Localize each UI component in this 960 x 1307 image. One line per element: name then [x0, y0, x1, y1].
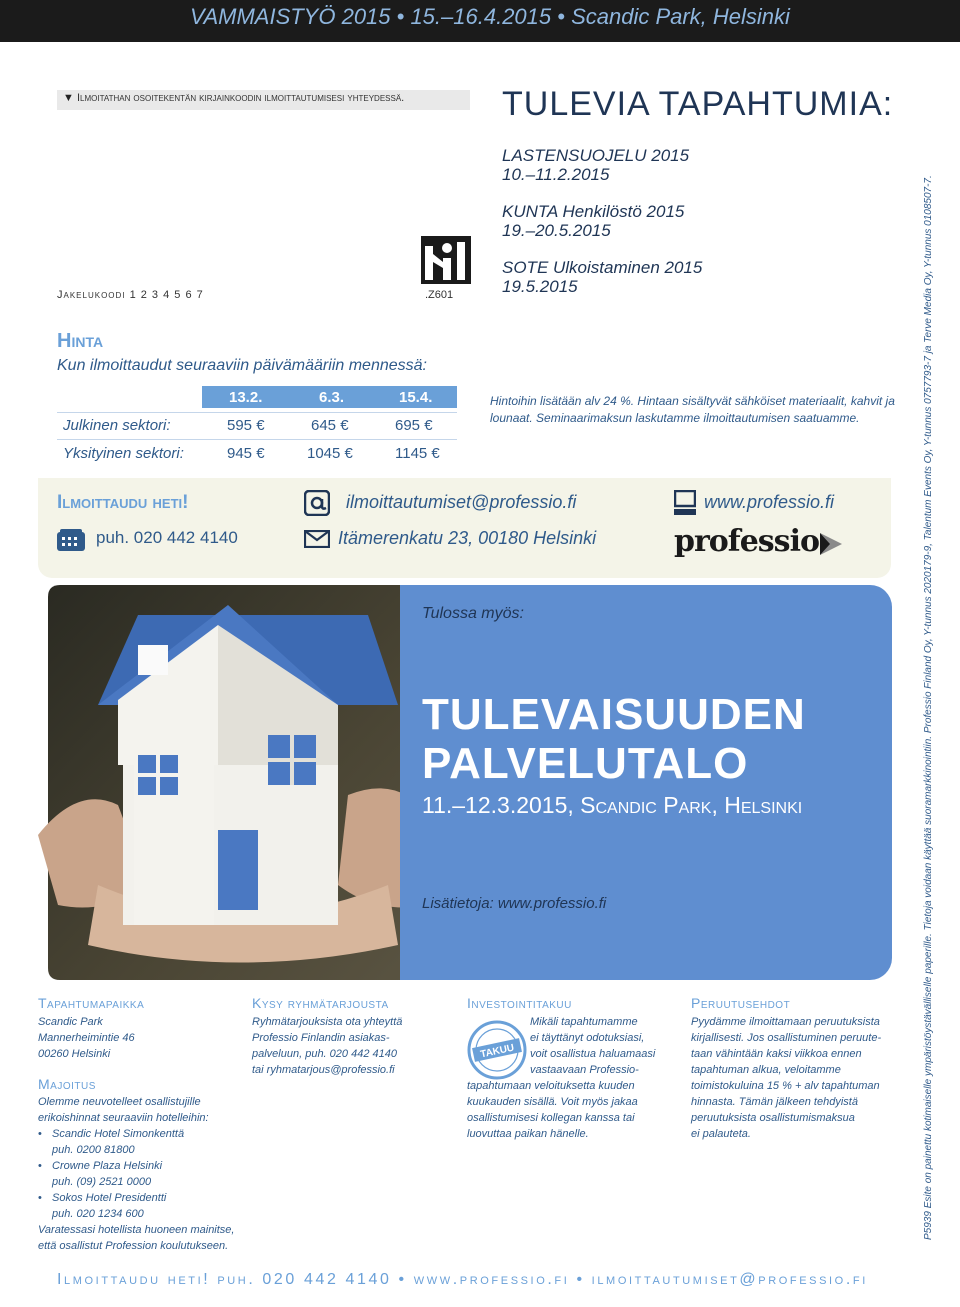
street-address: Itämerenkatu 23, 00180 Helsinki: [338, 528, 597, 548]
accommodation-text: [38, 1094, 253, 1254]
price-value: 595 €: [227, 417, 265, 434]
venue-line: Mannerheimintie 46: [38, 1032, 135, 1044]
event-item: [502, 202, 684, 240]
house-hands-image: [38, 585, 428, 980]
envelope-icon: [304, 530, 330, 548]
hotel-phone: puh. 020 1234 600: [52, 1208, 144, 1220]
cancellation-line: kirjallisesti. Jos osallistuminen peruute-: [691, 1032, 882, 1044]
header-bar: [0, 0, 960, 42]
venue-heading: Tapahtumapaikka: [38, 995, 145, 1011]
event-item: [502, 146, 689, 184]
event-name: SOTE Ulkoistaminen 2015: [502, 258, 703, 277]
register-heading: Ilmoittaudu heti!: [57, 492, 189, 513]
promo-title-line: PALVELUTALO: [422, 739, 749, 788]
cancellation-heading: Peruutusehdot: [691, 995, 791, 1011]
guarantee-heading: Investointitakuu: [467, 995, 572, 1011]
price-heading: Hinta: [57, 330, 104, 352]
cancellation-line: Pyydämme ilmoittamaan peruutuksista: [691, 1016, 880, 1028]
price-value: 945 €: [227, 445, 265, 462]
accommodation-line: Varatessasi hotellista huoneen mainitse,: [38, 1224, 235, 1236]
deadline-date: 13.2.: [229, 389, 263, 406]
hotel-name: Scandic Hotel Simonkenttä: [52, 1128, 185, 1140]
hotel-item: [38, 1158, 253, 1174]
hotel-phone: puh. 0200 81800: [52, 1144, 135, 1156]
cancellation-line: tapahtuman alkua, veloitamme: [691, 1064, 841, 1076]
cancellation-line: toimistokuluina 15 % + alv tapahtuman: [691, 1080, 880, 1092]
accommodation-line: että osallistut Profession koulutukseen.: [38, 1240, 229, 1252]
cancellation-line: hinnasta. Tämän jälkeen tehdyistä: [691, 1096, 858, 1108]
hotel-name: Crowne Plaza Helsinki: [52, 1160, 163, 1172]
group-heading: Kysy ryhmätarjousta: [252, 995, 389, 1011]
group-line: Ryhmätarjouksista ota yhteyttä: [252, 1016, 403, 1028]
guarantee-line: ei täyttänyt odotuksiasi,: [530, 1032, 645, 1044]
venue-text: [38, 1014, 135, 1062]
guarantee-line: osallistumisesi kollegan kanssa tai: [467, 1112, 635, 1124]
venue-line: 00260 Helsinki: [38, 1048, 111, 1060]
professio-arrow-icon: [818, 531, 844, 557]
divider: [57, 412, 457, 413]
legal-side-note: P5939 Esite on painettu kotimaiselle ympäristöystävälliselle paperille. Tietoja voidaan käyttää suoramarkkinointiin. Professio Finland Oy, Y-tunnus 2020179-9, Talentum Events Oy, Y-tunnus 0757793-7 ja Terve Media Oy, Y-tunnus 0108507-7.: [923, 175, 934, 1240]
at-sign-icon: [304, 490, 330, 516]
hotel-item: [38, 1190, 253, 1206]
group-line: tai ryhmatarjous@professio.fi: [252, 1064, 395, 1076]
address-note-text: Ilmoitathan osoitekentän kirjainkoodin ilmoittautumisesi yhteydessä.: [76, 92, 405, 104]
upcoming-title: TULEVIA TAPAHTUMIA:: [502, 85, 894, 123]
group-line: Professio Finlandin asiakas-: [252, 1032, 390, 1044]
accommodation-heading: Majoitus: [38, 1076, 96, 1092]
website-link[interactable]: www.professio.fi: [704, 492, 835, 512]
guarantee-text-top: [530, 1014, 655, 1062]
price-table: [57, 384, 457, 468]
group-line: palveluun, puh. 020 442 4140: [252, 1048, 397, 1060]
cancellation-line: taan vähintään kaksi viikkoa ennen: [691, 1048, 862, 1060]
guarantee-line: kuukauden sisällä. Voit myös jakaa: [467, 1096, 638, 1108]
event-item: [502, 258, 702, 296]
footer-cta: Ilmoittaudu heti! puh. 020 442 4140 • www.professio.fi • ilmoittautumiset@professio.fi: [57, 1271, 868, 1288]
price-note: Hintoihin lisätään alv 24 %. Hintaan sisältyvät sähköiset materiaalit, kahvit ja lounaat. Seminaarimaksun laskutamme ilmoittautumisen saatuamme.: [490, 394, 895, 425]
down-arrow-icon: ▼: [63, 92, 74, 104]
hotel-item: [38, 1126, 253, 1142]
stamp-label: TAKUU: [479, 1042, 516, 1061]
guarantee-line: tapahtumaan veloituksetta kuuden: [467, 1080, 635, 1092]
guarantee-line: vastaavaan Professio-: [530, 1064, 639, 1076]
professio-logo: professio: [674, 524, 819, 559]
deadline-date: 6.3.: [319, 389, 345, 406]
promo-box: [400, 585, 892, 980]
computer-icon: [674, 490, 696, 516]
email-link[interactable]: ilmoittautumiset@professio.fi: [346, 492, 577, 512]
event-name: LASTENSUOJELU 2015: [502, 146, 690, 165]
address-code: .Z601: [425, 289, 454, 301]
hotel-list: [38, 1126, 253, 1222]
event-date: 19.5.2015: [502, 277, 578, 296]
row-label: Yksityinen sektori:: [63, 445, 184, 462]
phone-icon: [56, 528, 86, 552]
event-date: 19.–20.5.2015: [502, 221, 611, 240]
price-value: 695 €: [395, 417, 433, 434]
price-value: 1145 €: [395, 445, 440, 462]
hotel-phone: puh. (09) 2521 0000: [52, 1176, 152, 1188]
promo-title: [422, 690, 806, 788]
divider: [57, 439, 457, 440]
cancellation-line: ei palauteta.: [691, 1128, 751, 1140]
price-subtitle: Kun ilmoittaudut seuraaviin päivämääriin mennessä:: [57, 357, 427, 374]
promo-coming: Tulossa myös:: [422, 605, 524, 622]
promo-title-line: TULEVAISUUDEN: [422, 690, 806, 739]
guarantee-text-bottom: [467, 1062, 667, 1142]
header-title: VAMMAISTYÖ 2015 • 15.–16.4.2015 • Scandic Park, Helsinki: [190, 4, 790, 29]
group-text: [252, 1014, 402, 1078]
distribution-code: Jakelukoodi 1 2 3 4 5 6 7: [57, 289, 204, 301]
row-label: Julkinen sektori:: [63, 417, 171, 434]
phone-link[interactable]: puh. 020 442 4140: [96, 528, 238, 547]
address-note: [57, 90, 470, 110]
cancellation-text: [691, 1014, 881, 1142]
venue-line: Scandic Park: [38, 1016, 103, 1028]
price-value: 645 €: [311, 417, 349, 434]
promo-info[interactable]: Lisätietoja: www.professio.fi: [422, 895, 607, 912]
hotel-name: Sokos Hotel Presidentti: [52, 1192, 167, 1204]
price-value: 1045 €: [307, 445, 353, 462]
guarantee-line: Mikäli tapahtumamme: [530, 1016, 638, 1028]
accommodation-line: Olemme neuvotelleet osallistujille: [38, 1096, 201, 1108]
event-date: 10.–11.2.2015: [502, 165, 610, 184]
guarantee-line: voit osallistua haluamaasi: [530, 1048, 656, 1060]
accommodation-line: erikoishinnat seuraaviin hotelleihin:: [38, 1112, 209, 1124]
disability-logo-icon: [421, 236, 471, 284]
deadline-date: 15.4.: [399, 389, 433, 406]
event-name: KUNTA Henkilöstö 2015: [502, 202, 685, 221]
contact-box: [38, 478, 891, 578]
guarantee-line: luovuttaa paikan hänelle.: [467, 1128, 589, 1140]
promo-date: 11.–12.3.2015, Scandic Park, Helsinki: [422, 792, 803, 818]
cancellation-line: peruutuksista osallistumismaksua: [691, 1112, 855, 1124]
